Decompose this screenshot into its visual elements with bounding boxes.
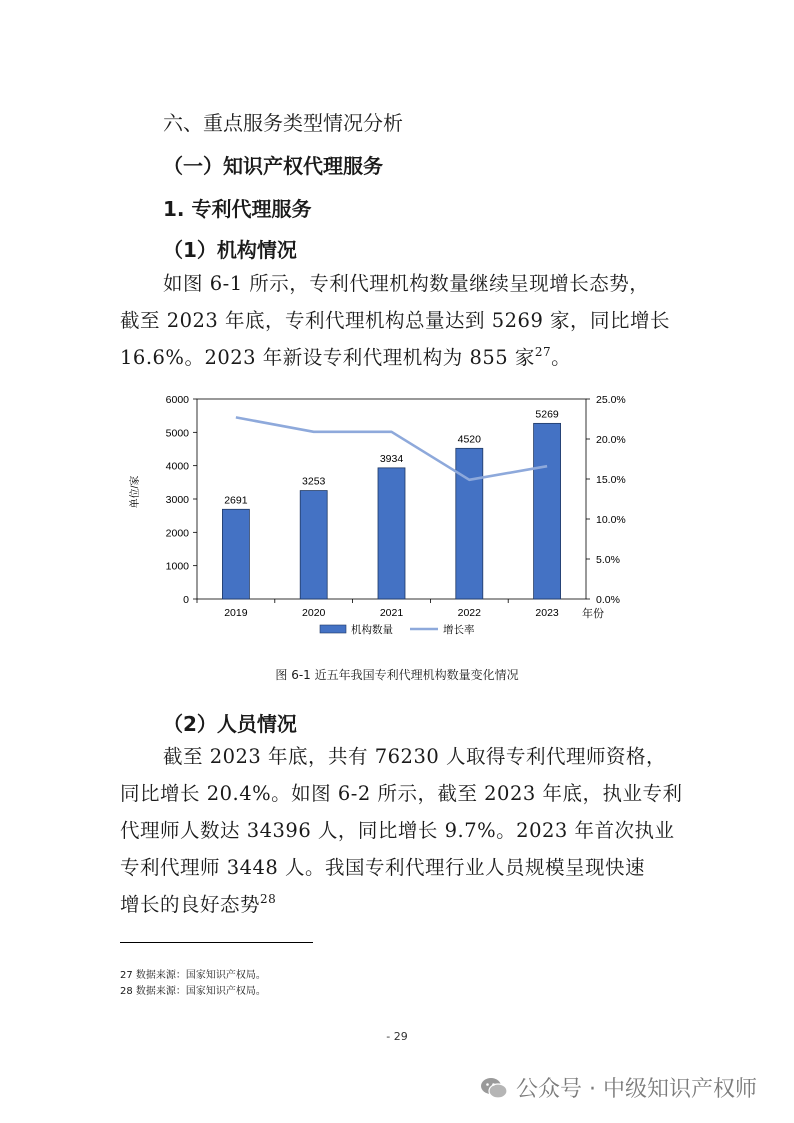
bar: [300, 491, 327, 599]
bar-data-label: 2691: [224, 494, 248, 507]
bar-data-label: 5269: [535, 408, 559, 421]
subitem-heading-institutions: （1）机构情况: [163, 238, 297, 262]
y-tick-label: 6000: [165, 394, 189, 406]
paragraph-line: 同比增长 20.4%。如图 6-2 所示，截至 2023 年底，执业专利: [120, 782, 683, 805]
paragraph-line: [120, 339, 665, 376]
subitem-heading-personnel: （2）人员情况: [163, 712, 297, 736]
y2-tick-label: 15.0%: [596, 474, 626, 486]
x-tick-label: 2020: [302, 607, 326, 619]
subsection-heading: （一）知识产权代理服务: [163, 154, 383, 178]
footnote-ref[interactable]: 27: [534, 345, 552, 359]
paragraph-line: 代理师人数达 34396 人，同比增长 9.7%。2023 年首次执业: [120, 819, 675, 842]
watermark-text: 公众号 · 中级知识产权师: [516, 1077, 757, 1102]
paragraph-line: [120, 886, 665, 923]
y2-tick-label: 25.0%: [596, 394, 626, 406]
bar-data-label: 3253: [302, 475, 326, 488]
y2-tick-label: 20.0%: [596, 434, 626, 446]
bar-data-label: 4520: [457, 433, 481, 446]
footnote-rule: [120, 942, 313, 943]
x-tick-label: 2019: [224, 607, 248, 619]
paragraph-line: 专利代理师 3448 人。我国专利代理行业人员规模呈现快速: [120, 856, 646, 879]
bar: [222, 509, 249, 599]
paragraph-line: 如图 6-1 所示，专利代理机构数量继续呈现增长态势，: [163, 272, 650, 295]
x-tick-label: 2023: [535, 607, 559, 619]
page-number: - 29: [386, 1030, 408, 1043]
paragraph-line: 截至 2023 年底，专利代理机构总量达到 5269 家，同比增长: [120, 309, 671, 332]
footnote: 27 数据来源：国家知识产权局。: [120, 970, 266, 981]
y-axis-label: 单位/家: [130, 475, 141, 509]
footnote-ref[interactable]: 28: [260, 892, 277, 906]
paragraph-line-text: 增长的良好态势: [120, 893, 261, 916]
bar: [534, 423, 561, 599]
bar: [378, 468, 405, 599]
y-tick-label: 0: [183, 594, 189, 606]
wechat-icon: [480, 1077, 508, 1099]
y2-tick-label: 10.0%: [596, 514, 626, 526]
y-tick-label: 4000: [165, 460, 189, 473]
bar: [456, 448, 483, 599]
y-tick-label: 1000: [165, 560, 189, 573]
y-tick-label: 5000: [165, 427, 189, 440]
y2-tick-label: 0.0%: [596, 594, 620, 606]
section-heading: 六、重点服务类型情况分析: [163, 111, 403, 135]
legend-label-bars: 机构数量: [351, 624, 393, 636]
paragraph-line: 截至 2023 年底，共有 76230 人取得专利代理师资格，: [163, 745, 666, 768]
x-tick-label: 2022: [457, 607, 481, 619]
chart-patent-agencies: [120, 384, 626, 644]
paragraph-line-end: 。: [551, 346, 572, 369]
figure-caption: 图 6-1 近五年我国专利代理机构数量变化情况: [275, 668, 519, 682]
paragraph-line-text: 16.6%。2023 年新设专利代理机构为 855 家: [120, 346, 535, 369]
y2-tick-label: 5.0%: [596, 554, 620, 566]
x-axis-label: 年份: [582, 608, 604, 620]
bar-data-label: 3934: [379, 452, 404, 465]
watermark: [480, 1072, 757, 1103]
x-tick-label: 2021: [379, 607, 404, 619]
footnote: 28 数据来源：国家知识产权局。: [120, 986, 266, 997]
paragraph-institutions: [120, 265, 671, 376]
y-tick-label: 3000: [165, 494, 189, 506]
y-tick-label: 2000: [165, 527, 189, 540]
paragraph-personnel: [120, 738, 683, 923]
legend-label-line: 增长率: [443, 624, 475, 636]
legend-swatch-bars: [320, 625, 346, 633]
item-heading: 1. 专利代理服务: [163, 197, 312, 221]
